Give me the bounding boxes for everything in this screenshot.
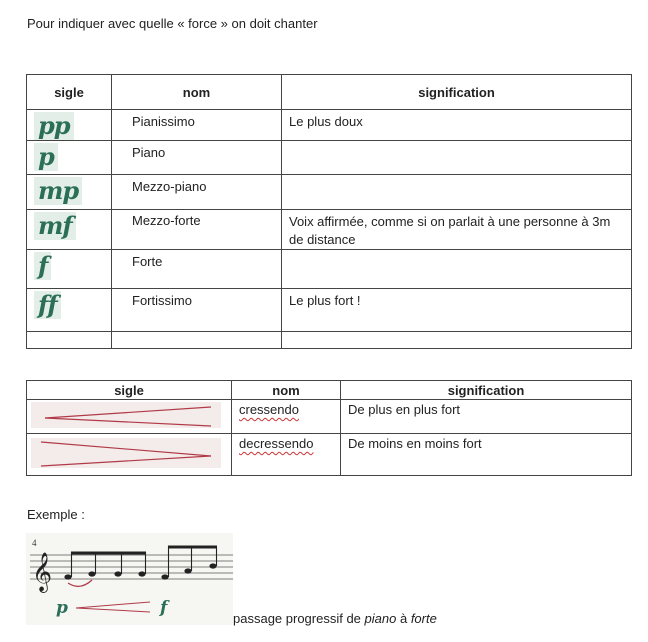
signification-cell: De moins en moins fort	[341, 434, 632, 476]
nom-cell: cressendo	[232, 400, 341, 434]
end-dynamic: f	[160, 598, 168, 618]
sigle-cell	[27, 250, 112, 289]
signification-cell: De plus en plus fort	[341, 400, 632, 434]
dynamic-symbol: mp	[34, 177, 82, 205]
music-staff-example	[26, 533, 233, 625]
table-row	[27, 289, 632, 332]
signification-cell: Voix affirmée, comme si on parlait à une personne à 3m de distance	[282, 210, 632, 250]
sigle-cell	[27, 289, 112, 332]
dynamic-symbol: p	[34, 143, 58, 171]
table-row	[27, 110, 632, 141]
sigle-cell	[27, 434, 232, 476]
intro-text: Pour indiquer avec quelle « force » on doit chanter	[27, 16, 318, 31]
signification-cell: Le plus fort !	[282, 289, 632, 332]
start-dynamic: p	[56, 598, 68, 618]
header-nom: nom	[112, 75, 282, 110]
header-nom: nom	[232, 381, 341, 400]
sigle-cell	[27, 400, 232, 434]
header-sigle: sigle	[27, 381, 232, 400]
table-row	[27, 400, 632, 434]
dynamics-table	[26, 74, 632, 349]
dynamic-symbol: mf	[34, 212, 76, 240]
signification-cell: Le plus doux	[282, 110, 632, 141]
hairpin-table	[26, 380, 632, 476]
table-row	[27, 141, 632, 175]
header-signification: signification	[341, 381, 632, 400]
nom-cell: Forte	[112, 250, 282, 289]
header-signification: signification	[282, 75, 632, 110]
nom-cell: Mezzo-forte	[112, 210, 282, 250]
decrescendo-hairpin-icon	[31, 438, 221, 468]
signification-cell	[282, 141, 632, 175]
dynamic-symbol: pp	[34, 112, 74, 140]
treble-clef-icon: 𝄞	[32, 552, 53, 592]
signification-cell	[282, 175, 632, 210]
sigle-cell	[27, 110, 112, 141]
crescendo-hairpin-icon	[31, 402, 221, 428]
nom-cell: decressendo	[232, 434, 341, 476]
sigle-cell	[27, 175, 112, 210]
nom-cell: Piano	[112, 141, 282, 175]
example-caption: passage progressif de piano à forte	[233, 611, 437, 626]
nom-cell: Fortissimo	[112, 289, 282, 332]
dynamic-symbol: f	[34, 252, 51, 280]
table-row	[27, 434, 632, 476]
table-row	[27, 175, 632, 210]
table-row-empty	[27, 332, 632, 349]
table-row	[27, 250, 632, 289]
time-signature: 4	[32, 538, 37, 548]
signification-cell	[282, 250, 632, 289]
nom-cell: Mezzo-piano	[112, 175, 282, 210]
sigle-cell	[27, 210, 112, 250]
table-header-row	[27, 75, 632, 110]
table-header-row	[27, 381, 632, 400]
nom-cell: Pianissimo	[112, 110, 282, 141]
example-label: Exemple :	[27, 507, 85, 522]
table-row	[27, 210, 632, 250]
header-sigle: sigle	[27, 75, 112, 110]
sigle-cell	[27, 141, 112, 175]
dynamic-symbol: ff	[34, 291, 61, 319]
